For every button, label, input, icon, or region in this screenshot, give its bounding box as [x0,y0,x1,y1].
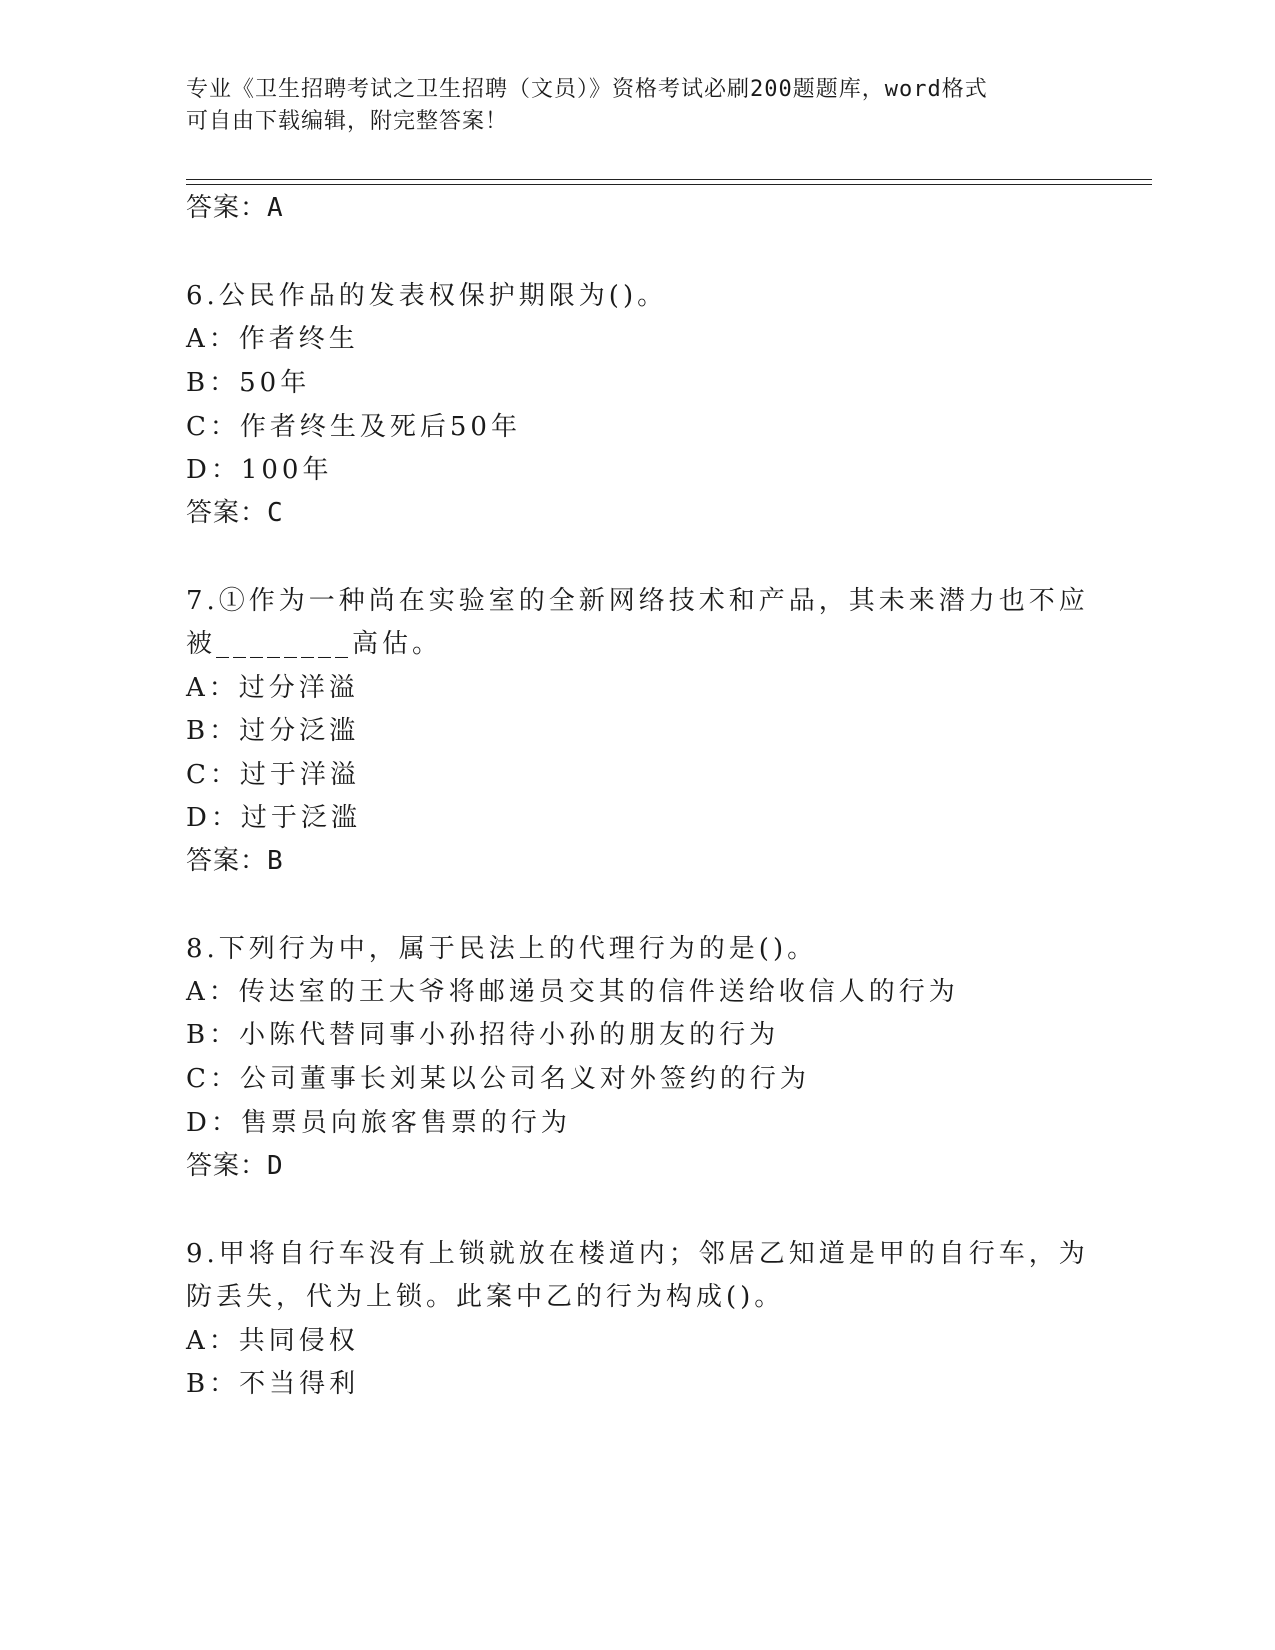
answer-value: C [267,498,284,528]
question-7-option-b: B：过分泛滥 [186,716,360,746]
answer-value: D [267,1151,284,1181]
question-6-option-a: A：作者终生 [186,324,359,354]
question-7-stem-line-1: 7.①作为一种尚在实验室的全新网络技术和产品，其未来潜力也不应 [186,586,1089,616]
question-7-option-d: D：过于泛滥 [186,803,361,833]
question-7-answer [186,845,284,877]
answer-value: B [267,846,284,876]
question-8-option-d: D：售票员向旅客售票的行为 [186,1108,571,1138]
header-divider-bottom [186,184,1152,185]
document-header [186,74,1066,138]
answer-label: 答案： [186,846,268,876]
question-8-option-b: B：小陈代替同事小孙招待小孙的朋友的行为 [186,1020,780,1050]
question-8-option-a: A：传达室的王大爷将邮递员交其的信件送给收信人的行为 [186,977,959,1007]
header-line-1: 专业《卫生招聘考试之卫生招聘（文员）》资格考试必刷200题题库，word格式 [186,77,988,102]
answer-prev [186,192,284,224]
question-6-option-b: B：50年 [186,368,311,398]
header-divider-top [186,179,1152,180]
question-6-option-c: C：作者终生及死后50年 [186,412,521,442]
question-8-option-c: C：公司董事长刘某以公司名义对外签约的行为 [186,1064,810,1094]
question-8-answer [186,1150,284,1182]
question-6-answer [186,497,284,529]
answer-label: 答案： [186,1151,268,1181]
question-7-option-c: C：过于洋溢 [186,760,360,790]
answer-label: 答案： [186,193,268,223]
answer-value: A [267,193,284,223]
question-6-stem: 6.公民作品的发表权保护期限为()。 [186,281,668,311]
header-line-2: 可自由下载编辑，附完整答案！ [186,109,509,134]
question-8-stem: 8.下列行为中，属于民法上的代理行为的是()。 [186,934,818,964]
question-9-stem-line-2: 防丢失，代为上锁。此案中乙的行为构成()。 [186,1282,785,1312]
answer-label: 答案： [186,498,268,528]
question-9-option-a: A：共同侵权 [186,1326,359,1356]
question-9-stem-line-1: 9.甲将自行车没有上锁就放在楼道内；邻居乙知道是甲的自行车，为 [186,1239,1089,1269]
question-9-option-b: B：不当得利 [186,1369,360,1399]
question-6-option-d: D：100年 [186,455,333,485]
question-7-option-a: A：过分洋溢 [186,673,359,703]
question-7-stem-line-2: 被________高估。 [186,629,443,659]
